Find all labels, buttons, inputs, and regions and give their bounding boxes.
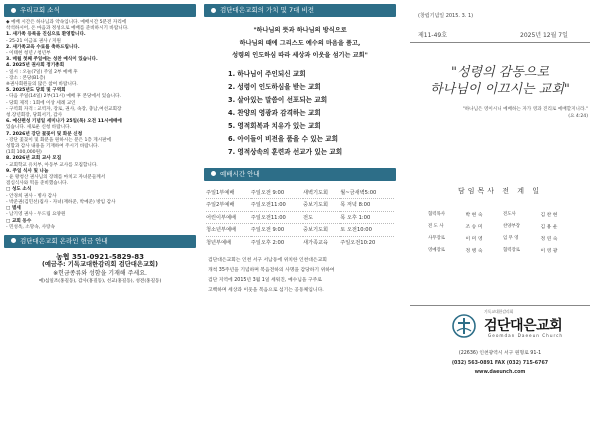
bank-account: 농협 351-0921-5829-83 <box>56 252 144 261</box>
vision-column <box>200 0 400 424</box>
service-cell: 청소년부예배 <box>206 224 251 237</box>
news-line: ◆ 예배 시간은 하나님과 약속입니다. 예배시간 5분전 자리에 <box>6 20 127 25</box>
staff-role: 협력목사 <box>428 212 445 217</box>
news-line: - 윤 왕청산 권사님의 장례를 마치고 자녀분들께서 <box>6 175 106 181</box>
service-cell: 월~금새벽5:00 <box>340 189 377 196</box>
service-cell: 주일오후 2:00 <box>251 236 303 248</box>
news-line: - 이태현 청년 / 청년부 <box>6 51 51 57</box>
staff-name: 정 병 숙 <box>465 248 483 254</box>
staff-row <box>426 208 576 220</box>
service-schedule <box>200 181 400 249</box>
divider <box>410 42 590 43</box>
offering-info <box>0 248 200 287</box>
news-line: - 구역회 자격 : 교역자, 장로, 권사, 속장, 충남,여선교회장 <box>6 106 122 112</box>
offering-note: ※헌금종류와 성함을 기재해 주세요. <box>53 269 147 277</box>
staff-name: 조 승 미 <box>465 224 483 230</box>
service-cell: 주일오전 9:00 <box>250 189 285 196</box>
service-cell: 주일오전 9:00 <box>251 224 303 237</box>
vision-quote: "하나님의 뜻과 하나님의 방식으로 하나님의 때에 그리스도 예수의 마음을 품고, 성령의 인도하심 따라 세상과 이웃을 섬기는 교회" <box>232 27 368 59</box>
staff-name: 이 미 영 <box>465 236 483 242</box>
bulletin-date: 2025년 12월 7일 <box>520 32 568 39</box>
service-cell: 주일2부예배 <box>206 199 251 212</box>
circle-icon <box>211 171 216 176</box>
offering-header: 검단대은교회 온라인 헌금 안내 <box>4 235 196 248</box>
service-table <box>206 187 394 249</box>
calligraphy-motto: "성령의 감동으로 하나님이 이끄시는 교회" <box>430 65 570 97</box>
news-line: - 25-21 이금표 권사 / 지원 <box>6 38 61 44</box>
vision-item: 2. 성령이 인도하심을 받는 교회 <box>228 82 321 91</box>
news-line: - 박준권(김민선)집사 - 자녀(재하준, 박예준) 방임 감사 <box>6 199 116 205</box>
service-row <box>206 224 394 237</box>
staff-row <box>426 232 576 244</box>
news-line: 4. 2025년 권사회 정기총회 <box>6 63 65 69</box>
staff-role: 전도사 <box>502 212 516 217</box>
news-line: 청.장년회장, 당회서기, 감사 <box>6 113 63 119</box>
service-cell: 새가족교육 <box>303 236 340 248</box>
service-cell: 목 저녁 8:00 <box>340 199 394 212</box>
account-holder: (예금주: 기독교대한감리회 검단대은교회) <box>41 261 159 269</box>
service-cell: 중보기도회 <box>303 224 340 237</box>
church-intro: 검단대은교회는 인천 서구 서남동에 위치한 인천대은교회 개척 35주년을 기념하며 복음전하의 사명을 감당하기 위하여 검단 지역에 2015년 3월 1일 세워진, 예수님을 구주로 고백하며 세상과 이웃을 복음으로 섬기는 공동체입니다. <box>208 258 335 293</box>
church-name-english: Geomdan Daeeun Church <box>488 333 564 338</box>
service-cell: 어린이부예배 <box>206 211 251 224</box>
founded-date: (창립기념일 2015. 3. 1) <box>418 13 474 19</box>
news-line: - 당회 제적 : 1회에 이상 세례 교인 <box>6 100 76 106</box>
staff-name: 정 연 숙 <box>540 236 558 242</box>
service-cell: 중보기도회 <box>303 199 340 212</box>
news-line: 2. 새가족교육 수료를 축하드립니다. <box>6 44 80 50</box>
news-line: 5. 2025년도 당회 및 구역회 <box>6 88 66 94</box>
staff-role: 찬양부장 <box>502 224 520 229</box>
news-line: 착석하시어, 온 마음과 정성으로 예배를 준비하시기 바랍니다. <box>6 26 129 32</box>
news-line: ※권사회원들의 많은 참여 바랍니다. <box>6 82 78 88</box>
staff-table <box>426 208 576 256</box>
news-line: 점심식사와 떡을 준비했습니다. <box>6 181 69 187</box>
service-row <box>206 211 394 224</box>
church-logo <box>450 311 570 341</box>
offering-example: 예)십일조(홍길동), 감사(홍길동), 선교(홍길동), 성전(홍길동) <box>38 279 162 285</box>
staff-role: 협력장로 <box>502 248 520 253</box>
senior-pastor: 담임목사 전 계 일 <box>457 187 542 195</box>
service-cell: 주일오전11:00 <box>251 199 303 212</box>
news-line: - 안경희 권사 - 병사 감사 <box>6 193 57 199</box>
website-link[interactable]: www.daeunch.com <box>474 370 526 375</box>
staff-name: 박 현 숙 <box>465 212 483 218</box>
circle-icon <box>211 8 216 13</box>
phone-fax: (032) 563-0891 FAX (032) 715-6767 <box>451 360 549 366</box>
service-cell: 목 오후 1:00 <box>340 211 394 224</box>
staff-role: 영예장로 <box>428 248 445 253</box>
service-cell: 주일1부예배 <box>206 189 235 196</box>
staff-row <box>426 244 576 256</box>
service-row <box>206 236 394 248</box>
cover-column <box>400 0 600 424</box>
service-cell: 주일오전10:20 <box>340 236 394 248</box>
news-line: - 장소 : 본당(B1층) <box>6 75 46 81</box>
news-line: □ 별세 <box>6 206 21 212</box>
service-header: 예배시간 안내 <box>204 168 396 181</box>
vision-item: 1. 하나님이 주인되신 교회 <box>228 69 306 78</box>
service-cell: 새벽기도회 <box>302 189 328 196</box>
news-line: - 일시 : 오늘(7일) 주일 2부 예배 후 <box>6 69 78 75</box>
news-line: - 남기영 권사 - 두드림 요양원 <box>6 212 66 218</box>
staff-role: 전 도 사 <box>428 224 444 229</box>
staff-name: 김 용 운 <box>540 224 558 230</box>
issue-number: 제11-49호 <box>418 32 448 39</box>
service-cell: 청년부예배 <box>206 236 251 248</box>
service-cell: 토 오전10:00 <box>340 224 394 237</box>
church-emblem-icon <box>452 314 476 338</box>
news-list <box>0 17 200 231</box>
service-cell: 전도 <box>303 211 340 224</box>
news-line: 7. 2026년 강단 꽃꽂이 및 화분 신청 <box>6 131 83 137</box>
news-line: 있습니다. 새로운 신청 바랍니다. <box>6 125 71 131</box>
address: (22636) 인천광역시 서구 원형로 91-1 <box>458 351 542 356</box>
vision-header: 검단대은교회의 가치 및 7대 비전 <box>204 4 396 17</box>
vision-item: 4. 찬양의 영광과 감격하는 교회 <box>228 108 321 117</box>
staff-name: 김 찬 현 <box>540 212 558 218</box>
church-contact <box>400 349 600 378</box>
news-line: - 민성옥, 소망속, 사랑속 <box>6 224 55 230</box>
news-line: 1. 새가족 등록을 진심으로 환영합니다. <box>6 32 86 38</box>
divider <box>410 305 590 306</box>
news-line: - 다음 주일(14일) 2부(11시) 예배 후 본당에서 있습니다. <box>6 94 121 100</box>
vision-list <box>200 63 400 159</box>
bible-verse: "하나님은 영이시니 예배하는 자가 영과 진리로 예배할지니라." (요 4:24) <box>462 107 588 119</box>
news-line: □ 성도 소식 <box>6 187 32 193</box>
staff-row <box>426 220 576 232</box>
vision-item: 5. 영적회복과 치유가 있는 교회 <box>228 121 321 130</box>
news-line: □ 교회 동수 <box>6 218 32 224</box>
staff-role: 임 무 영 <box>502 236 519 241</box>
news-header: 우리교회 소식 <box>4 4 196 17</box>
news-line: 9. 주일 식사 및 나눔 <box>6 168 49 174</box>
news-line: 8. 2026년 교회 교사 모집 <box>6 156 62 162</box>
news-line: - 강단 꽃꽂이 및 화분을 원하시는 분은 1층 게시판에 <box>6 137 112 143</box>
staff-role: 사무장로 <box>428 236 445 241</box>
news-column <box>0 0 200 424</box>
news-line: (1회 100,000원) <box>6 150 42 156</box>
circle-icon <box>11 238 16 243</box>
news-line: - 교회학교 유치부, 아동부 교사를 모집합니다. <box>6 162 98 168</box>
vision-item: 3. 살아있는 말씀이 선포되는 교회 <box>228 95 328 104</box>
denomination: 기독교대한감리회 <box>484 309 514 314</box>
church-name: 검단대은교회 <box>484 318 563 334</box>
staff-name: 이 영 광 <box>540 248 558 254</box>
vision-item: 7. 영적상속의 훈련과 선교가 있는 교회 <box>228 147 343 156</box>
news-line: 3. 매월 첫째 주일에는 성찬 예식이 있습니다. <box>6 57 98 63</box>
circle-icon <box>11 8 16 13</box>
service-row <box>206 199 394 212</box>
news-line: 6. 예산편성 기념일 세미나가 25일(목) 오전 11시에배에 <box>6 119 122 125</box>
service-row <box>206 187 394 199</box>
news-line: 성함과 감사 내용을 기재하여 주시기 바랍니다. <box>6 144 100 150</box>
vision-item: 6. 아이들이 비전을 품을 수 있는 교회 <box>228 134 339 143</box>
service-cell: 주일오전11:00 <box>251 211 303 224</box>
